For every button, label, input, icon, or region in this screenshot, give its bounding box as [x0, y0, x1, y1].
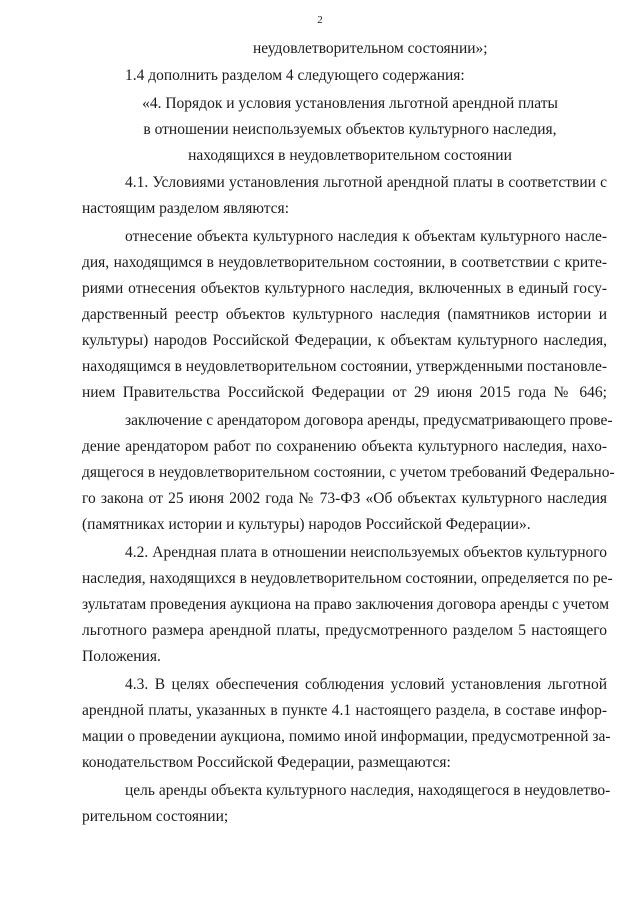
section-heading-line: «4. Порядок и условия установления льготной арендной платы	[142, 95, 558, 112]
text-line: риями отнесения объектов культурного наследия, включенных в единый госу-	[82, 280, 607, 297]
text-line: мации о проведении аукциона, помимо иной информации, предусмотренной за-	[82, 728, 611, 745]
text-line: (памятниках истории и культуры) народов Российской Федерации».	[82, 516, 531, 533]
text-line: 4.1. Условиями установления льготной арендной платы в соответствии с	[125, 174, 607, 191]
text-line: заключение с арендатором договора аренды, предусматривающего прове-	[125, 412, 613, 429]
text-line: 1.4 дополнить разделом 4 следующего содержания:	[125, 67, 465, 84]
text-line: настоящим разделом являются:	[82, 200, 289, 217]
section-heading-line: в отношении неиспользуемых объектов культурного наследия,	[143, 121, 557, 138]
text-line: го закона от 25 июня 2002 года № 73-ФЗ «Об объектах культурного наследия	[82, 490, 607, 507]
section-heading-line: находящихся в неудовлетворительном состоянии	[188, 147, 512, 164]
text-line: конодательством Российской Федерации, размещаются:	[82, 754, 451, 771]
text-line: неудовлетворительном состоянии»;	[253, 40, 488, 57]
page-number: 2	[317, 14, 323, 26]
text-line: нием Правительства Российской Федерации от 29 июня 2015 года № 646;	[82, 384, 607, 401]
text-line: дящегося в неудовлетворительном состоянии, с учетом требований Федерально-	[82, 464, 615, 481]
text-line: Положения.	[82, 648, 161, 665]
text-line: цель аренды объекта культурного наследия, находящегося в неудовлетво-	[125, 782, 611, 799]
text-line: 4.3. В целях обеспечения соблюдения условий установления льготной	[125, 676, 607, 693]
text-line: зультатам проведения аукциона на право заключения договора аренды с учетом	[82, 596, 610, 613]
text-line: льготного размера арендной платы, предусмотренного разделом 5 настоящего	[82, 622, 607, 639]
text-line: наследия, находящихся в неудовлетворительном состоянии, определяется по ре-	[82, 570, 613, 587]
text-line: культуры) народов Российской Федерации, к объектам культурного наследия,	[82, 332, 607, 349]
text-line: отнесение объекта культурного наследия к объектам культурного насле-	[125, 228, 607, 245]
text-line: 4.2. Арендная плата в отношении неиспользуемых объектов культурного	[125, 544, 607, 561]
text-line: арендной платы, указанных в пункте 4.1 настоящего раздела, в составе инфор-	[82, 702, 607, 719]
text-line: рительном состоянии;	[82, 808, 229, 825]
text-line: дия, находящимся в неудовлетворительном состоянии, в соответствии с крите-	[82, 254, 607, 271]
text-line: дарственный реестр объектов культурного наследия (памятников истории и	[82, 306, 607, 323]
text-line: дение арендатором работ по сохранению объекта культурного наследия, нахо-	[82, 438, 607, 455]
text-line: находящимся в неудовлетворительном состоянии, утвержденными постановле-	[82, 358, 607, 375]
